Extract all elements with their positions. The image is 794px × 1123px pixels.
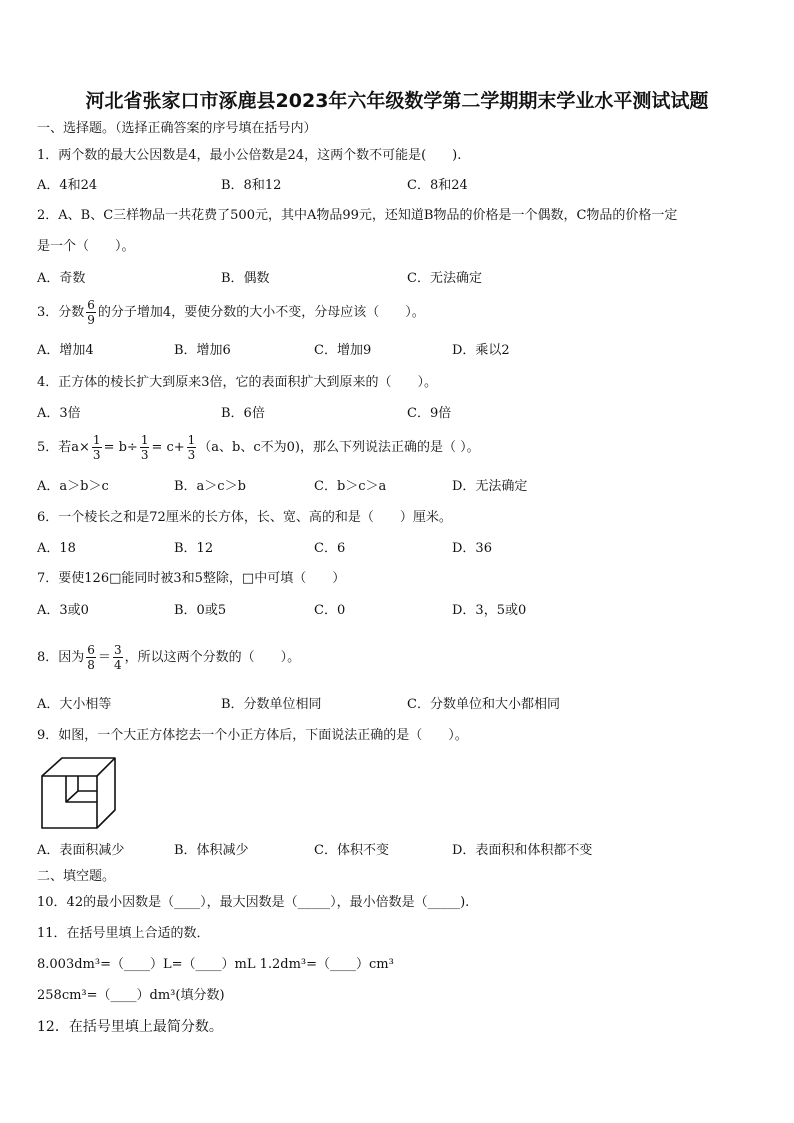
q8-fraction-2-denominator: 4 xyxy=(113,658,122,672)
question-11: 11．在括号里填上合适的数． xyxy=(37,926,210,941)
q4-option-c[interactable]: C．9倍 xyxy=(407,406,452,421)
q3-option-d[interactable]: D．乘以2 xyxy=(452,343,510,358)
section-fill-heading: 二、填空题。 xyxy=(37,869,116,884)
q1-option-a[interactable]: A．4和24 xyxy=(37,178,98,193)
q3-fraction-denominator: 9 xyxy=(87,313,95,327)
question-2-line-2: 是一个（ ）。 xyxy=(37,239,135,254)
page-title: 河北省张家口市涿鹿县2023年六年级数学第二学期期末学业水平测试试题 xyxy=(85,90,709,112)
q3-option-a[interactable]: A．增加4 xyxy=(37,343,94,358)
q5-suffix: （a、b、c不为0)，那么下列说法正确的是（ ）。 xyxy=(198,440,480,455)
q5-fraction-3-numerator: 1 xyxy=(187,433,196,447)
q5-fraction-2-denominator: 3 xyxy=(140,448,149,462)
q9-option-b[interactable]: B．体积减少 xyxy=(174,843,249,858)
q3-suffix: 的分子增加4，要使分数的大小不变，分母应该（ ）。 xyxy=(97,305,425,320)
question-1: 1．两个数的最大公因数是4，最小公倍数是24，这两个数不可能是( ). xyxy=(37,148,462,163)
q9-option-c[interactable]: C．体积不变 xyxy=(314,843,389,858)
q8-option-b[interactable]: B．分数单位相同 xyxy=(221,697,322,712)
question-12: 12．在括号里填上最简分数。 xyxy=(37,1019,223,1035)
q2-option-b[interactable]: B．偶数 xyxy=(221,271,270,286)
question-3 xyxy=(37,298,425,327)
q5-fraction-2-numerator: 1 xyxy=(140,433,149,447)
q6-option-b[interactable]: B．12 xyxy=(174,541,214,556)
question-5 xyxy=(37,433,480,462)
q5-fraction-3 xyxy=(187,433,197,462)
q8-fraction-1-denominator: 8 xyxy=(87,658,95,672)
q6-option-a[interactable]: A．18 xyxy=(37,541,76,556)
q6-option-c[interactable]: C．6 xyxy=(314,541,346,556)
question-10: 10．42的最小因数是（____），最大因数是（_____），最小倍数是（_____). xyxy=(37,895,470,910)
q5-mid-2: = c+ xyxy=(151,440,185,455)
question-6: 6．一个棱长之和是72厘米的长方体，长、宽、高的和是（ ）厘米。 xyxy=(37,510,452,525)
q3-fraction xyxy=(86,298,96,327)
question-8 xyxy=(37,643,300,672)
q5-fraction-3-denominator: 3 xyxy=(187,448,196,462)
q3-option-c[interactable]: C．增加9 xyxy=(314,343,372,358)
q3-option-b[interactable]: B．增加6 xyxy=(174,343,231,358)
q3-prefix: 3．分数 xyxy=(37,305,85,320)
q9-option-d[interactable]: D．表面积和体积都不变 xyxy=(452,843,593,858)
question-11-line-2: 258cm³=（____）dm³(填分数) xyxy=(37,988,225,1003)
q5-fraction-1 xyxy=(92,433,102,462)
q1-option-c[interactable]: C．8和24 xyxy=(407,178,468,193)
q5-option-d[interactable]: D．无法确定 xyxy=(452,479,528,494)
q5-option-b[interactable]: B．a＞c＞b xyxy=(174,479,246,494)
q8-fraction-2 xyxy=(113,643,123,672)
q8-suffix: ，所以这两个分数的（ ）。 xyxy=(124,650,301,665)
q8-option-c[interactable]: C．分数单位和大小都相同 xyxy=(407,697,560,712)
q7-option-c[interactable]: C．0 xyxy=(314,603,346,618)
q8-prefix: 8．因为 xyxy=(37,650,85,665)
q8-fraction-2-numerator: 3 xyxy=(113,643,122,657)
section-choice-heading: 一、选择题。（选择正确答案的序号填在括号内） xyxy=(37,121,317,136)
q5-fraction-2 xyxy=(140,433,150,462)
q5-fraction-1-denominator: 3 xyxy=(92,448,101,462)
question-9: 9．如图，一个大正方体挖去一个小正方体后，下面说法正确的是（ ）。 xyxy=(37,728,468,743)
q7-option-a[interactable]: A．3或0 xyxy=(37,603,89,618)
question-2-line-1: 2．A、B、C三样物品一共花费了500元，其中A物品99元，还知道B物品的价格是一个偶数，C物品的价格一定 xyxy=(37,208,678,223)
q6-option-d[interactable]: D．36 xyxy=(452,541,492,556)
q9-option-a[interactable]: A．表面积减少 xyxy=(37,843,125,858)
q8-option-a[interactable]: A．大小相等 xyxy=(37,697,112,712)
q5-option-a[interactable]: A．a＞b＞c xyxy=(37,479,109,494)
q8-equals: ＝ xyxy=(97,650,111,665)
q2-option-a[interactable]: A．奇数 xyxy=(37,271,86,286)
question-11-line-1: 8.003dm³=（____）L=（____）mL 1.2dm³=（____）cm³ xyxy=(37,957,394,972)
q5-prefix: 5．若a× xyxy=(37,440,90,455)
q5-mid-1: = b÷ xyxy=(103,440,138,455)
q8-fraction-1 xyxy=(86,643,96,672)
q8-fraction-1-numerator: 6 xyxy=(87,643,95,657)
cube-figure xyxy=(40,756,120,831)
q7-option-d[interactable]: D．3，5或0 xyxy=(452,603,527,618)
q4-option-a[interactable]: A．3倍 xyxy=(37,406,81,421)
q1-option-b[interactable]: B．8和12 xyxy=(221,178,282,193)
q5-option-c[interactable]: C．b＞c＞a xyxy=(314,479,387,494)
q4-option-b[interactable]: B．6倍 xyxy=(221,406,265,421)
q5-fraction-1-numerator: 1 xyxy=(92,433,101,447)
question-7: 7．要使126□能同时被3和5整除，□中可填（ ） xyxy=(37,571,346,586)
q7-option-b[interactable]: B．0或5 xyxy=(174,603,227,618)
q2-option-c[interactable]: C．无法确定 xyxy=(407,271,482,286)
question-4: 4．正方体的棱长扩大到原来3倍，它的表面积扩大到原来的（ ）。 xyxy=(37,375,438,390)
q3-fraction-numerator: 6 xyxy=(87,298,95,312)
